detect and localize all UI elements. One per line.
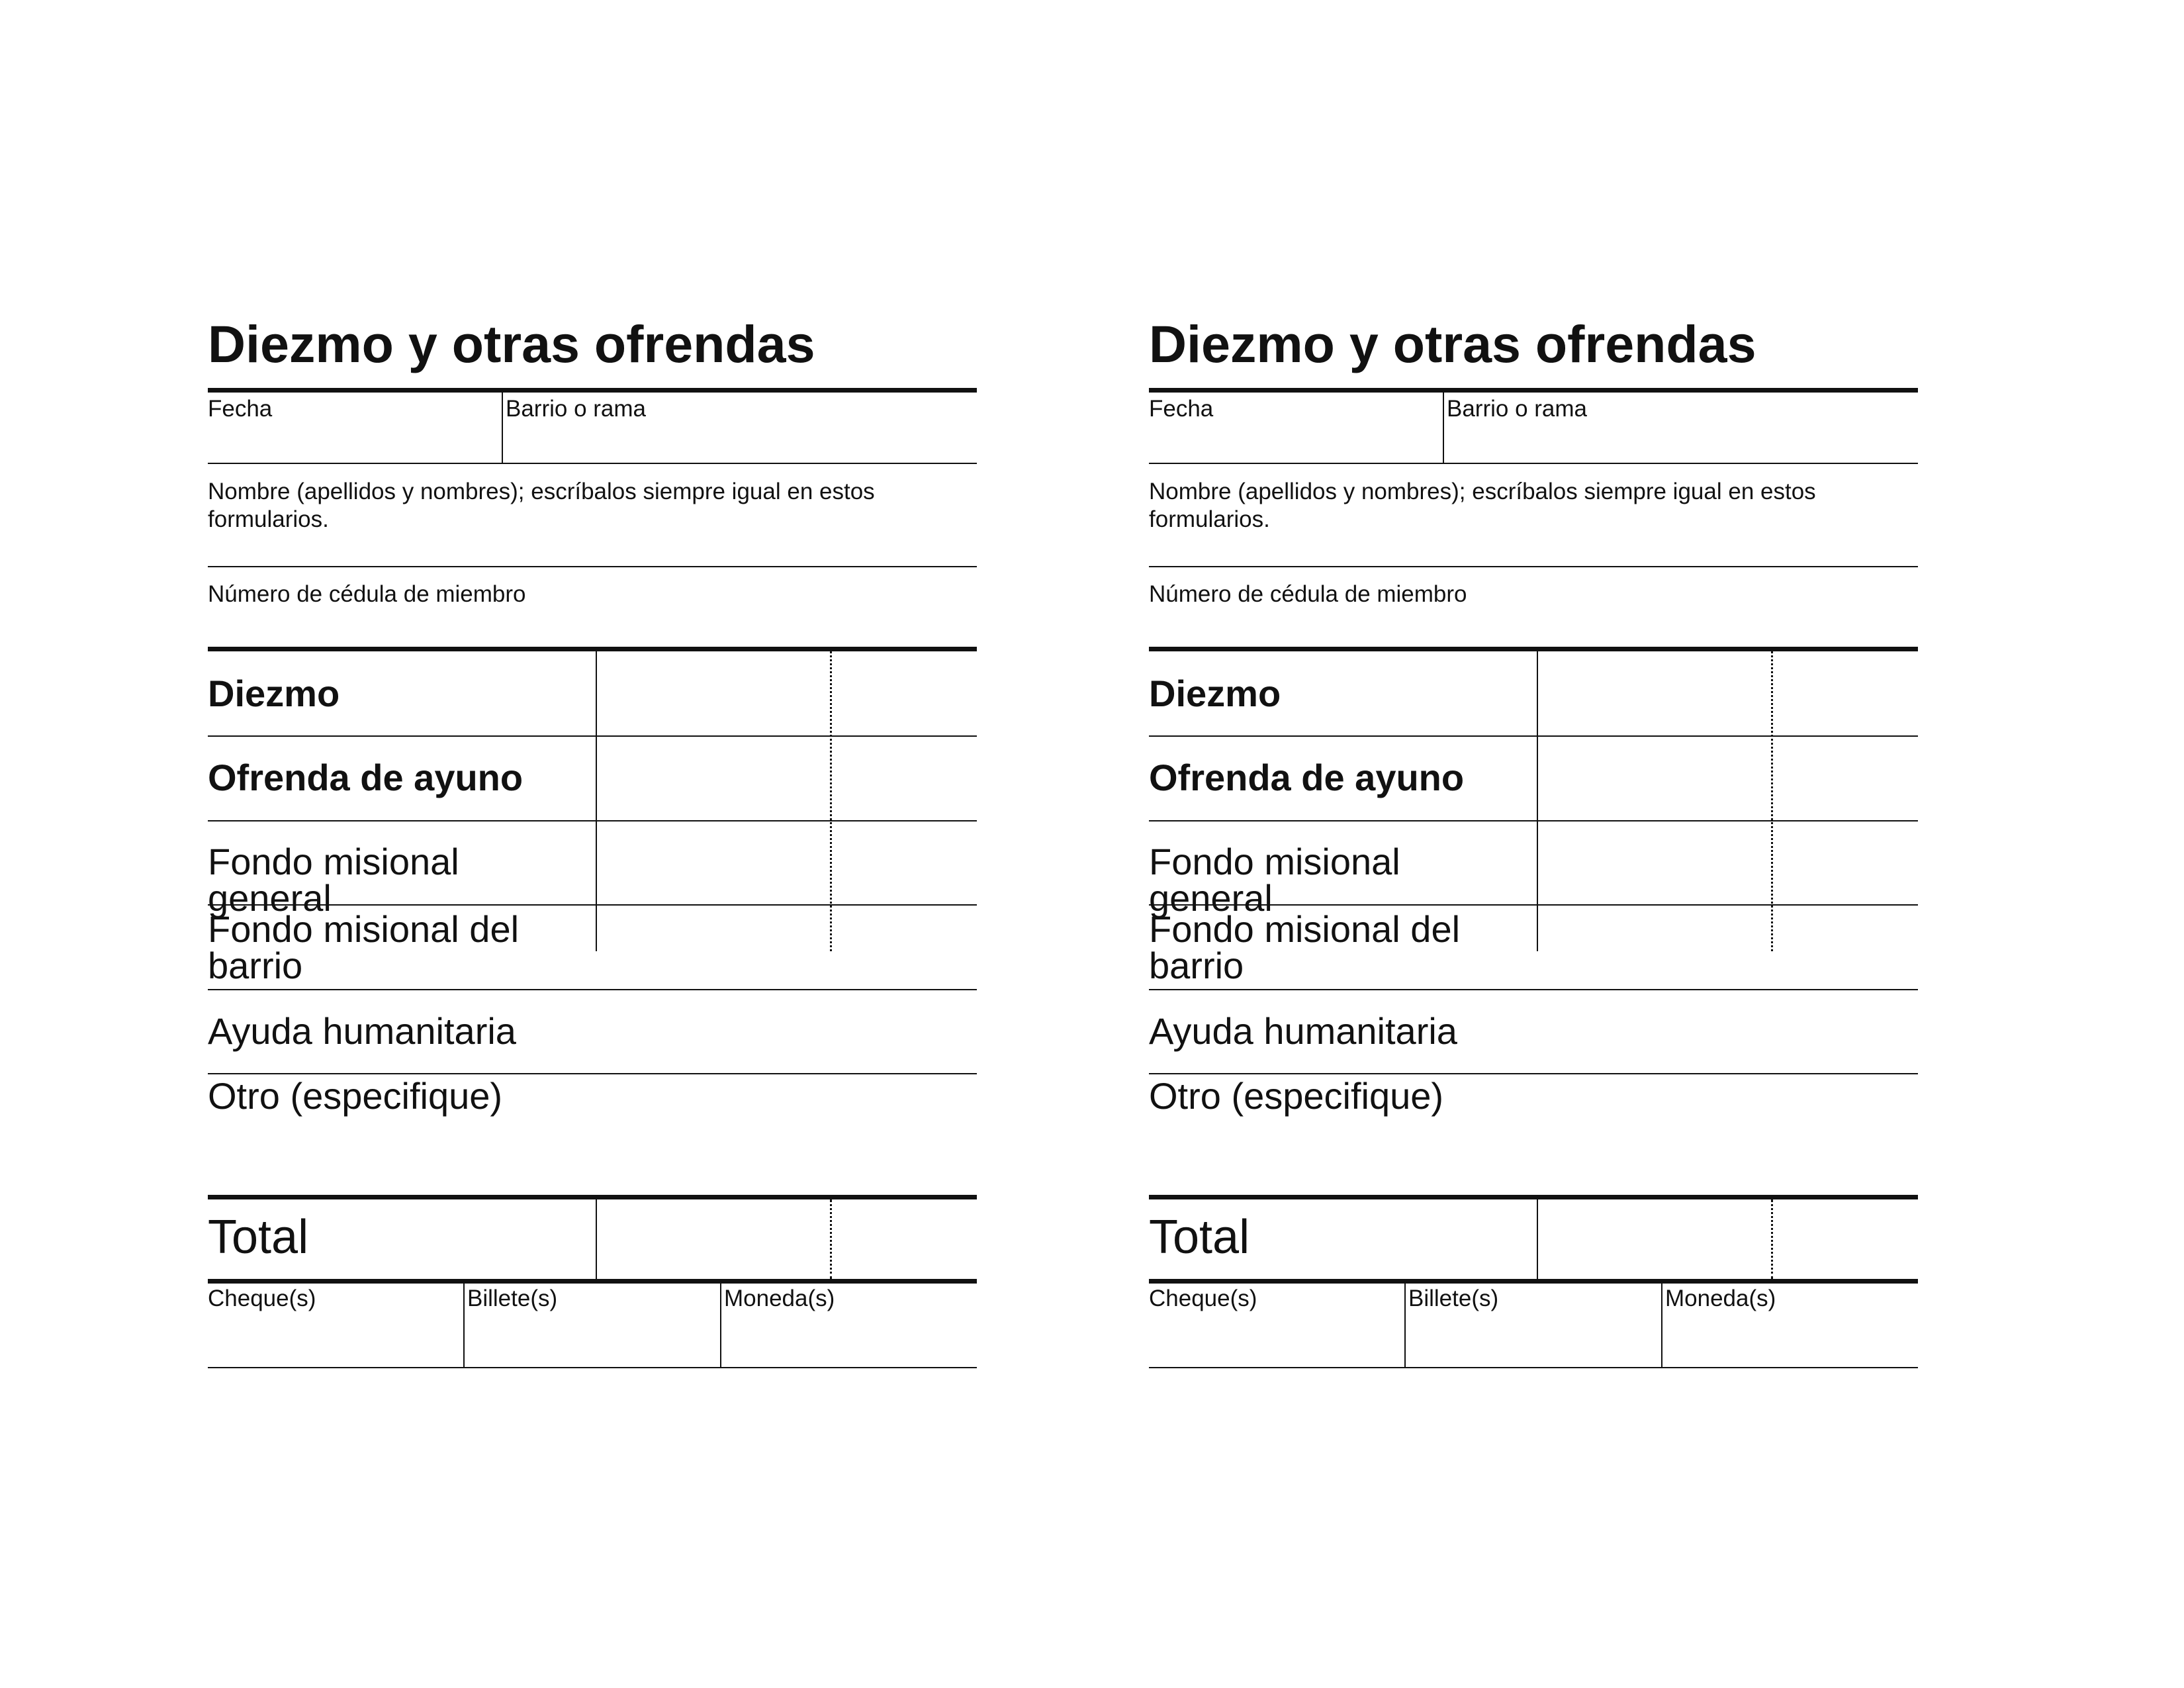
offering-form-left xyxy=(208,314,977,1387)
date-field[interactable] xyxy=(208,393,502,463)
cheques-field[interactable] xyxy=(1149,1284,1404,1367)
bills-field[interactable] xyxy=(1406,1284,1661,1367)
cents-field-diezmo[interactable] xyxy=(832,651,977,735)
ward-field[interactable] xyxy=(1444,393,1918,463)
cheques-field[interactable] xyxy=(208,1284,463,1367)
payment-bottom-rule xyxy=(208,1367,977,1368)
coins-field[interactable] xyxy=(721,1284,977,1367)
total-label: Total xyxy=(1149,1211,1250,1264)
amount-field-fondo-misional-del-barrio[interactable] xyxy=(597,906,830,989)
amount-field-otro[interactable] xyxy=(597,1074,830,1195)
row-label-fondo-misional-general: Fondo misional general xyxy=(1149,841,1400,919)
amount-field-total[interactable] xyxy=(1538,1199,1771,1279)
cents-field-total[interactable] xyxy=(832,1199,977,1279)
name-label: Nombre (apellidos y nombres); escríbalos siempre igual en estos formularios. xyxy=(208,479,875,532)
total-top-rule xyxy=(1149,1195,1918,1199)
table-top-rule xyxy=(1149,647,1918,651)
amount-field-fondo-misional-del-barrio[interactable] xyxy=(1538,906,1771,989)
row-label-diezmo: Diezmo xyxy=(1149,673,1281,714)
date-label: Fecha xyxy=(208,396,273,422)
row-label-ofrenda-de-ayuno: Ofrenda de ayuno xyxy=(1149,757,1465,798)
coins-label: Moneda(s) xyxy=(1665,1286,1776,1311)
total-top-rule xyxy=(208,1195,977,1199)
amount-field-total[interactable] xyxy=(597,1199,830,1279)
row-label-ofrenda-de-ayuno: Ofrenda de ayuno xyxy=(208,757,523,798)
amount-field-ofrenda-de-ayuno[interactable] xyxy=(1538,737,1771,820)
member-number-field[interactable] xyxy=(208,567,977,647)
ward-label: Barrio o rama xyxy=(506,396,647,422)
total-label: Total xyxy=(208,1211,309,1264)
date-label: Fecha xyxy=(1149,396,1214,422)
name-field[interactable] xyxy=(1149,464,1918,566)
amount-field-diezmo[interactable] xyxy=(1538,651,1771,735)
row-label-ayuda-humanitaria: Ayuda humanitaria xyxy=(1149,1010,1457,1052)
form-title: Diezmo y otras ofrendas xyxy=(1149,314,1756,373)
row-label-diezmo: Diezmo xyxy=(208,673,340,714)
total-bottom-rule xyxy=(1149,1279,1918,1284)
amount-field-ayuda-humanitaria[interactable] xyxy=(1538,990,1771,1073)
row-label-otro: Otro (especifique) xyxy=(208,1075,503,1117)
cheques-label: Cheque(s) xyxy=(208,1286,316,1311)
title-rule xyxy=(208,388,977,393)
row-label-fondo-misional-del-barrio: Fondo misional del barrio xyxy=(208,908,520,986)
amount-field-otro[interactable] xyxy=(1538,1074,1771,1195)
cheques-label: Cheque(s) xyxy=(1149,1286,1257,1311)
row-label-otro: Otro (especifique) xyxy=(1149,1075,1444,1117)
date-field[interactable] xyxy=(1149,393,1443,463)
member-number-label: Número de cédula de miembro xyxy=(208,581,526,607)
title-rule xyxy=(1149,388,1918,393)
amount-field-diezmo[interactable] xyxy=(597,651,830,735)
row-label-ayuda-humanitaria: Ayuda humanitaria xyxy=(208,1010,516,1052)
row-label-fondo-misional-general: Fondo misional general xyxy=(208,841,459,919)
bills-label: Billete(s) xyxy=(467,1286,558,1311)
bills-field[interactable] xyxy=(465,1284,720,1367)
bills-label: Billete(s) xyxy=(1408,1286,1499,1311)
offering-form-right xyxy=(1149,314,1918,1387)
cents-field-ayuda-humanitaria[interactable] xyxy=(832,990,977,1073)
amount-field-ofrenda-de-ayuno[interactable] xyxy=(597,737,830,820)
cents-field-ofrenda-de-ayuno[interactable] xyxy=(1773,737,1918,820)
cents-field-total[interactable] xyxy=(1773,1199,1918,1279)
coins-field[interactable] xyxy=(1662,1284,1918,1367)
coins-label: Moneda(s) xyxy=(724,1286,835,1311)
row-label-fondo-misional-del-barrio: Fondo misional del barrio xyxy=(1149,908,1461,986)
amount-field-fondo-misional-general[interactable] xyxy=(597,821,830,904)
form-title: Diezmo y otras ofrendas xyxy=(208,314,815,373)
amount-field-fondo-misional-general[interactable] xyxy=(1538,821,1771,904)
member-number-label: Número de cédula de miembro xyxy=(1149,581,1467,607)
member-number-field[interactable] xyxy=(1149,567,1918,647)
payment-bottom-rule xyxy=(1149,1367,1918,1368)
cents-field-otro[interactable] xyxy=(832,1074,977,1195)
name-field[interactable] xyxy=(208,464,977,566)
cents-field-otro[interactable] xyxy=(1773,1074,1918,1195)
cents-field-fondo-misional-general[interactable] xyxy=(1773,821,1918,904)
cents-field-fondo-misional-general[interactable] xyxy=(832,821,977,904)
ward-field[interactable] xyxy=(503,393,977,463)
name-label: Nombre (apellidos y nombres); escríbalos siempre igual en estos formularios. xyxy=(1149,479,1816,532)
ward-label: Barrio o rama xyxy=(1447,396,1588,422)
total-bottom-rule xyxy=(208,1279,977,1284)
table-top-rule xyxy=(208,647,977,651)
cents-field-fondo-misional-del-barrio[interactable] xyxy=(832,906,977,989)
amount-field-ayuda-humanitaria[interactable] xyxy=(597,990,830,1073)
cents-field-ofrenda-de-ayuno[interactable] xyxy=(832,737,977,820)
cents-field-diezmo[interactable] xyxy=(1773,651,1918,735)
cents-field-fondo-misional-del-barrio[interactable] xyxy=(1773,906,1918,989)
cents-field-ayuda-humanitaria[interactable] xyxy=(1773,990,1918,1073)
